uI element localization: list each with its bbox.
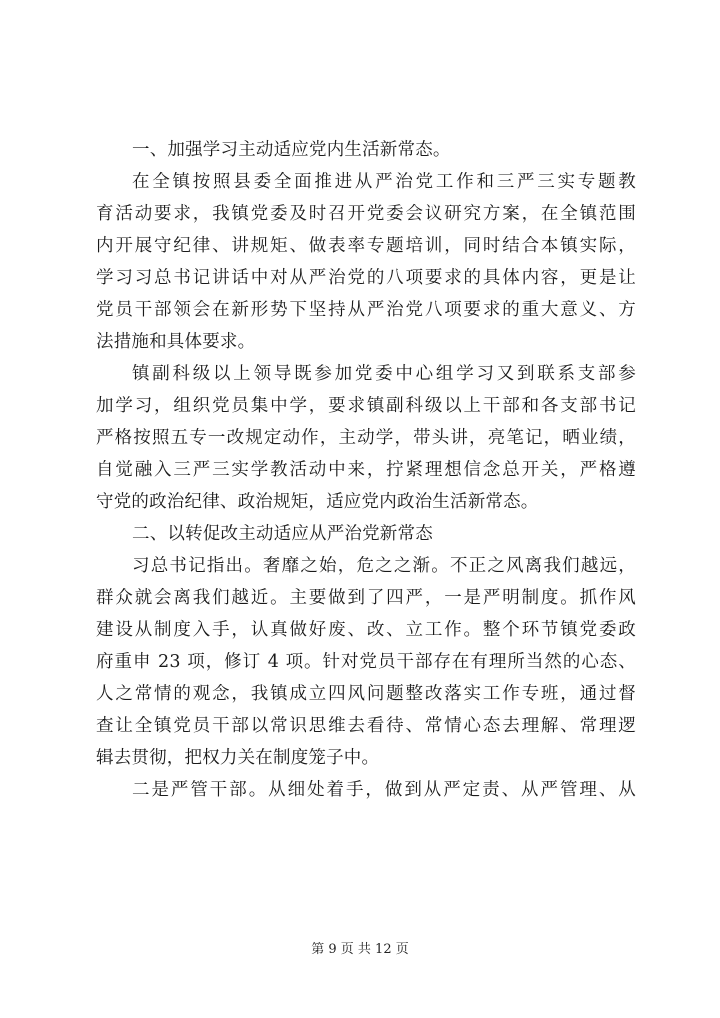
text-line: 人之常情的观念，我镇成立四风问题整改落实工作专班，通过督 <box>96 684 636 704</box>
text-line: 二是严管干部。从细处着手，做到从严定责、从严管理、从 <box>132 780 636 800</box>
page-footer: 第 9 页 共 12 页 <box>311 942 409 957</box>
text-line: 府重申 23 项，修订 4 项。针对党员干部存在有理所当然的心态、 <box>96 652 636 672</box>
text-line: 内开展守纪律、讲规矩、做表率专题培训，同时结合本镇实际， <box>96 236 636 256</box>
text-line: 学习习总书记讲话中对从严治党的八项要求的具体内容，更是让 <box>96 268 636 288</box>
text-line: 严格按照五专一改规定动作，主动学，带头讲，亮笔记，晒业绩， <box>96 428 636 448</box>
text-line: 查让全镇党员干部以常识思维去看待、常情心态去理解、常理逻 <box>96 716 636 736</box>
text-line: 建设从制度入手，认真做好废、改、立工作。整个环节镇党委政 <box>96 620 636 640</box>
text-line: 群众就会离我们越近。主要做到了四严，一是严明制度。抓作风 <box>96 588 636 608</box>
text-line: 二、以转促改主动适应从严治党新常态 <box>132 524 433 544</box>
text-line: 习总书记指出。奢靡之始，危之之渐。不正之风离我们越远， <box>132 556 636 576</box>
text-line: 辑去贯彻，把权力关在制度笼子中。 <box>96 748 380 768</box>
text-line: 镇副科级以上领导既参加党委中心组学习又到联系支部参 <box>132 364 636 384</box>
text-line: 育活动要求，我镇党委及时召开党委会议研究方案，在全镇范围 <box>96 204 636 224</box>
text-line: 加学习，组织党员集中学，要求镇副科级以上干部和各支部书记 <box>96 396 636 416</box>
text-line: 法措施和具体要求。 <box>96 332 256 352</box>
text-line: 守党的政治纪律、政治规矩，适应党内政治生活新常态。 <box>96 492 539 512</box>
text-line: 党员干部领会在新形势下坚持从严治党八项要求的重大意义、方 <box>96 300 636 320</box>
text-line: 一、加强学习主动适应党内生活新常态。 <box>132 140 451 160</box>
document-body <box>96 134 636 806</box>
text-line: 在全镇按照县委全面推进从严治党工作和三严三实专题教 <box>132 172 636 192</box>
text-line: 自觉融入三严三实学教活动中来，拧紧理想信念总开关，严格遵 <box>96 460 636 480</box>
